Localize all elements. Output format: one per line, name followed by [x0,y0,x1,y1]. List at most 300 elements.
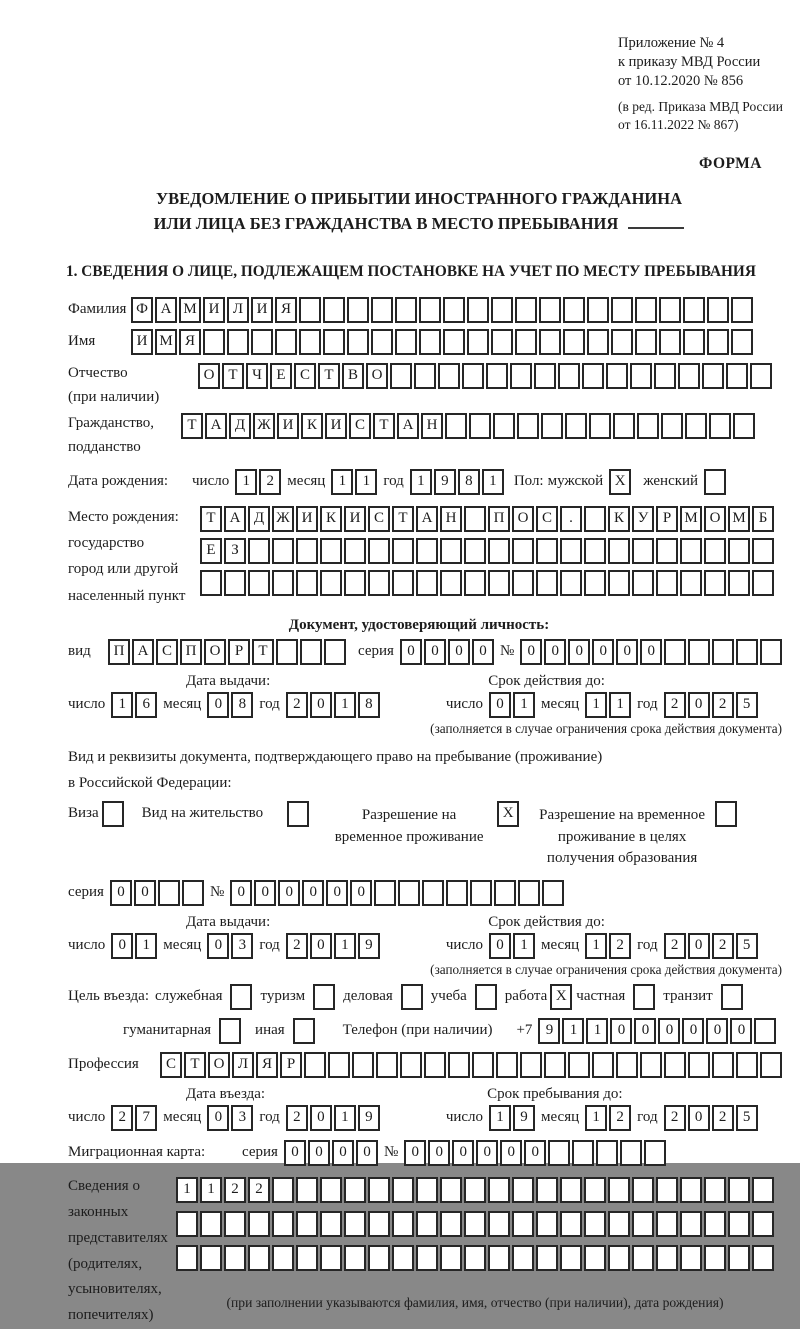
form-cell[interactable]: 0 [452,1140,474,1166]
form-cell[interactable]: 1 [200,1177,222,1203]
form-cell[interactable] [224,1211,246,1237]
form-cell[interactable] [512,1211,534,1237]
form-cell[interactable]: Т [181,413,203,439]
form-cell[interactable]: 0 [448,639,470,665]
form-cell[interactable]: 0 [472,639,494,665]
form-cell[interactable] [440,1177,462,1203]
form-cell[interactable]: А [224,506,246,532]
form-cell[interactable] [227,329,249,355]
form-cell[interactable] [347,297,369,323]
form-cell[interactable] [611,297,633,323]
form-cell[interactable]: 9 [513,1105,535,1131]
form-cell[interactable]: 0 [110,880,132,906]
form-cell[interactable] [443,297,465,323]
form-cell[interactable] [493,413,515,439]
form-cell[interactable]: 0 [706,1018,728,1044]
form-cell[interactable]: 0 [682,1018,704,1044]
form-cell[interactable]: 8 [458,469,480,495]
form-cell[interactable] [448,1052,470,1078]
form-cell[interactable]: 0 [688,1105,710,1131]
form-cell[interactable] [661,413,683,439]
form-cell[interactable]: А [416,506,438,532]
form-cell[interactable] [424,1052,446,1078]
form-cell[interactable] [422,880,444,906]
form-cell[interactable]: 7 [135,1105,157,1131]
form-cell[interactable] [707,297,729,323]
form-cell[interactable]: Я [179,329,201,355]
form-cell[interactable] [616,1052,638,1078]
form-cell[interactable]: П [180,639,202,665]
form-cell[interactable] [606,363,628,389]
form-cell[interactable] [563,329,585,355]
form-cell[interactable] [464,1177,486,1203]
form-cell[interactable]: Д [229,413,251,439]
form-cell[interactable]: П [488,506,510,532]
form-cell[interactable]: 8 [231,692,253,718]
form-cell[interactable] [328,1052,350,1078]
form-cell[interactable]: 0 [610,1018,632,1044]
form-cell[interactable] [656,570,678,596]
form-cell[interactable] [656,1177,678,1203]
form-cell[interactable]: О [512,506,534,532]
form-cell[interactable] [680,570,702,596]
form-cell[interactable] [664,1052,686,1078]
form-cell[interactable] [446,880,468,906]
form-cell[interactable] [371,297,393,323]
form-cell[interactable]: 0 [310,692,332,718]
form-cell[interactable] [560,570,582,596]
form-cell[interactable]: 9 [358,933,380,959]
form-cell[interactable] [733,413,755,439]
form-cell[interactable] [515,297,537,323]
form-cell[interactable] [630,363,652,389]
form-cell[interactable] [572,1140,594,1166]
form-cell[interactable] [584,1211,606,1237]
form-cell[interactable] [296,1245,318,1271]
form-cell[interactable] [440,570,462,596]
form-cell[interactable]: 0 [134,880,156,906]
form-cell[interactable]: Т [252,639,274,665]
form-cell[interactable] [512,538,534,564]
form-cell[interactable] [589,413,611,439]
form-cell[interactable] [491,297,513,323]
form-cell[interactable]: 3 [231,1105,253,1131]
form-cell[interactable] [200,1211,222,1237]
form-cell[interactable]: 0 [310,933,332,959]
form-cell[interactable] [752,1177,774,1203]
form-cell[interactable]: Ж [272,506,294,532]
form-cell[interactable] [683,329,705,355]
form-cell[interactable] [736,1052,758,1078]
form-cell[interactable]: 1 [334,692,356,718]
form-cell[interactable] [584,570,606,596]
form-cell[interactable]: П [108,639,130,665]
form-cell[interactable] [416,1245,438,1271]
form-cell[interactable]: И [251,297,273,323]
gender-male-checkbox[interactable]: X [609,469,631,495]
form-cell[interactable]: О [704,506,726,532]
form-cell[interactable]: И [344,506,366,532]
form-cell[interactable]: Т [184,1052,206,1078]
form-cell[interactable] [488,1211,510,1237]
form-cell[interactable] [344,1245,366,1271]
form-cell[interactable] [275,329,297,355]
form-cell[interactable] [272,1245,294,1271]
form-cell[interactable] [438,363,460,389]
form-cell[interactable] [510,363,532,389]
form-cell[interactable]: 2 [286,1105,308,1131]
form-cell[interactable]: Ф [131,297,153,323]
form-cell[interactable] [392,570,414,596]
form-cell[interactable]: 0 [688,933,710,959]
form-cell[interactable] [392,538,414,564]
form-cell[interactable]: 0 [476,1140,498,1166]
form-cell[interactable]: . [560,506,582,532]
form-cell[interactable]: Т [222,363,244,389]
form-cell[interactable]: 1 [334,933,356,959]
form-cell[interactable]: Б [752,506,774,532]
form-cell[interactable] [323,297,345,323]
purpose-private-checkbox[interactable] [633,984,655,1010]
form-cell[interactable] [224,570,246,596]
form-cell[interactable] [541,413,563,439]
form-cell[interactable] [488,1245,510,1271]
form-cell[interactable]: 0 [730,1018,752,1044]
form-cell[interactable] [728,1211,750,1237]
form-cell[interactable]: Я [275,297,297,323]
form-cell[interactable] [680,538,702,564]
form-cell[interactable] [678,363,700,389]
purpose-tourism-checkbox[interactable] [313,984,335,1010]
form-cell[interactable]: М [680,506,702,532]
form-cell[interactable] [464,506,486,532]
form-cell[interactable]: 1 [111,692,133,718]
form-cell[interactable] [272,1211,294,1237]
form-cell[interactable]: 0 [230,880,252,906]
option-temp-residence-education-checkbox[interactable] [715,801,737,827]
form-cell[interactable]: 1 [585,933,607,959]
form-cell[interactable] [347,329,369,355]
form-cell[interactable] [752,538,774,564]
form-cell[interactable] [568,1052,590,1078]
gender-female-checkbox[interactable] [704,469,726,495]
form-cell[interactable] [644,1140,666,1166]
form-cell[interactable] [656,1211,678,1237]
form-cell[interactable] [752,570,774,596]
form-cell[interactable] [486,363,508,389]
form-cell[interactable] [656,1245,678,1271]
form-cell[interactable]: Л [227,297,249,323]
form-cell[interactable] [656,538,678,564]
form-cell[interactable] [536,538,558,564]
form-cell[interactable]: А [155,297,177,323]
form-cell[interactable] [536,1177,558,1203]
form-cell[interactable]: У [632,506,654,532]
form-cell[interactable] [640,1052,662,1078]
form-cell[interactable]: 0 [326,880,348,906]
form-cell[interactable] [296,1211,318,1237]
form-cell[interactable] [344,1177,366,1203]
form-cell[interactable]: 1 [176,1177,198,1203]
form-cell[interactable] [304,1052,326,1078]
form-cell[interactable]: 0 [428,1140,450,1166]
form-cell[interactable]: 2 [664,1105,686,1131]
form-cell[interactable]: 0 [524,1140,546,1166]
form-cell[interactable] [680,1211,702,1237]
form-cell[interactable]: 0 [616,639,638,665]
form-cell[interactable] [440,1245,462,1271]
form-cell[interactable] [608,1245,630,1271]
form-cell[interactable] [419,329,441,355]
form-cell[interactable] [736,639,758,665]
form-cell[interactable] [707,329,729,355]
form-cell[interactable]: 6 [135,692,157,718]
form-cell[interactable]: 0 [568,639,590,665]
form-cell[interactable] [560,1211,582,1237]
form-cell[interactable] [200,1245,222,1271]
form-cell[interactable] [395,297,417,323]
form-cell[interactable] [400,1052,422,1078]
form-cell[interactable] [548,1140,570,1166]
form-cell[interactable]: 0 [284,1140,306,1166]
form-cell[interactable] [560,1177,582,1203]
form-cell[interactable]: И [131,329,153,355]
form-cell[interactable]: 1 [609,692,631,718]
form-cell[interactable] [443,329,465,355]
form-cell[interactable] [488,538,510,564]
form-cell[interactable] [750,363,772,389]
form-cell[interactable] [536,1245,558,1271]
form-cell[interactable] [464,1245,486,1271]
form-cell[interactable] [518,880,540,906]
purpose-work-checkbox[interactable]: X [550,984,572,1010]
form-cell[interactable]: Р [656,506,678,532]
form-cell[interactable]: 0 [544,639,566,665]
form-cell[interactable]: 2 [712,692,734,718]
form-cell[interactable] [635,297,657,323]
form-cell[interactable]: 1 [585,692,607,718]
form-cell[interactable]: 0 [400,639,422,665]
form-cell[interactable] [272,570,294,596]
form-cell[interactable] [637,413,659,439]
form-cell[interactable] [416,570,438,596]
purpose-business-checkbox[interactable] [401,984,423,1010]
form-cell[interactable] [376,1052,398,1078]
form-cell[interactable] [632,570,654,596]
form-cell[interactable]: 0 [310,1105,332,1131]
form-cell[interactable]: 1 [585,1105,607,1131]
form-cell[interactable] [731,329,753,355]
form-cell[interactable] [472,1052,494,1078]
form-cell[interactable] [611,329,633,355]
form-cell[interactable]: И [325,413,347,439]
form-cell[interactable] [470,880,492,906]
form-cell[interactable] [414,363,436,389]
form-cell[interactable] [534,363,556,389]
form-cell[interactable]: 0 [278,880,300,906]
form-cell[interactable]: 0 [111,933,133,959]
form-cell[interactable] [596,1140,618,1166]
form-cell[interactable] [608,1211,630,1237]
form-cell[interactable] [494,880,516,906]
form-cell[interactable]: 0 [592,639,614,665]
form-cell[interactable] [176,1245,198,1271]
form-cell[interactable] [320,538,342,564]
form-cell[interactable] [324,639,346,665]
form-cell[interactable] [728,1245,750,1271]
form-cell[interactable]: 2 [111,1105,133,1131]
form-cell[interactable] [728,1177,750,1203]
form-cell[interactable]: 0 [207,933,229,959]
form-cell[interactable]: 0 [302,880,324,906]
form-cell[interactable] [587,297,609,323]
form-cell[interactable] [344,538,366,564]
form-cell[interactable] [512,1245,534,1271]
form-cell[interactable] [248,1211,270,1237]
form-cell[interactable]: 2 [224,1177,246,1203]
form-cell[interactable] [726,363,748,389]
form-cell[interactable] [368,538,390,564]
form-cell[interactable]: О [208,1052,230,1078]
form-cell[interactable] [390,363,412,389]
form-cell[interactable]: О [366,363,388,389]
form-cell[interactable] [344,570,366,596]
form-cell[interactable]: С [536,506,558,532]
form-cell[interactable]: 1 [513,933,535,959]
form-cell[interactable] [496,1052,518,1078]
form-cell[interactable]: 2 [712,1105,734,1131]
form-cell[interactable] [224,1245,246,1271]
form-cell[interactable] [467,297,489,323]
form-cell[interactable]: 5 [736,933,758,959]
form-cell[interactable] [440,538,462,564]
form-cell[interactable] [659,297,681,323]
form-cell[interactable] [752,1211,774,1237]
form-cell[interactable]: С [156,639,178,665]
form-cell[interactable]: Ч [246,363,268,389]
form-cell[interactable] [182,880,204,906]
form-cell[interactable] [320,570,342,596]
form-cell[interactable]: К [608,506,630,532]
form-cell[interactable]: 0 [520,639,542,665]
form-cell[interactable]: О [204,639,226,665]
form-cell[interactable] [685,413,707,439]
form-cell[interactable]: Р [280,1052,302,1078]
form-cell[interactable]: А [205,413,227,439]
form-cell[interactable]: 2 [248,1177,270,1203]
form-cell[interactable] [560,1245,582,1271]
form-cell[interactable]: 0 [634,1018,656,1044]
form-cell[interactable] [760,1052,782,1078]
form-cell[interactable]: 5 [736,692,758,718]
form-cell[interactable]: 0 [207,692,229,718]
form-cell[interactable]: Л [232,1052,254,1078]
form-cell[interactable]: 0 [356,1140,378,1166]
form-cell[interactable]: 2 [664,933,686,959]
form-cell[interactable]: Р [228,639,250,665]
form-cell[interactable] [488,570,510,596]
form-cell[interactable] [584,538,606,564]
form-cell[interactable] [512,1177,534,1203]
form-cell[interactable]: 2 [286,933,308,959]
form-cell[interactable]: 2 [259,469,281,495]
form-cell[interactable]: 1 [586,1018,608,1044]
form-cell[interactable]: 0 [254,880,276,906]
form-cell[interactable]: 1 [334,1105,356,1131]
form-cell[interactable] [445,413,467,439]
option-visa-checkbox[interactable] [102,801,124,827]
form-cell[interactable] [296,538,318,564]
form-cell[interactable] [368,570,390,596]
form-cell[interactable] [632,1211,654,1237]
form-cell[interactable] [272,538,294,564]
form-cell[interactable] [371,329,393,355]
form-cell[interactable] [488,1177,510,1203]
form-cell[interactable] [620,1140,642,1166]
form-cell[interactable] [702,363,724,389]
form-cell[interactable] [299,297,321,323]
form-cell[interactable] [544,1052,566,1078]
form-cell[interactable] [392,1211,414,1237]
form-cell[interactable]: 9 [434,469,456,495]
form-cell[interactable]: С [160,1052,182,1078]
form-cell[interactable] [632,1177,654,1203]
form-cell[interactable]: 0 [489,933,511,959]
form-cell[interactable]: О [198,363,220,389]
form-cell[interactable]: Т [392,506,414,532]
form-cell[interactable] [592,1052,614,1078]
form-cell[interactable] [176,1211,198,1237]
form-cell[interactable] [320,1245,342,1271]
form-cell[interactable]: Н [440,506,462,532]
form-cell[interactable]: 1 [562,1018,584,1044]
form-cell[interactable]: 0 [424,639,446,665]
form-cell[interactable]: 1 [135,933,157,959]
form-cell[interactable] [512,570,534,596]
form-cell[interactable] [582,363,604,389]
form-cell[interactable]: К [320,506,342,532]
form-cell[interactable]: С [294,363,316,389]
form-cell[interactable] [754,1018,776,1044]
form-cell[interactable] [704,1245,726,1271]
purpose-humanitarian-checkbox[interactable] [219,1018,241,1044]
form-cell[interactable]: 1 [235,469,257,495]
form-cell[interactable] [462,363,484,389]
form-cell[interactable] [654,363,676,389]
form-cell[interactable] [467,329,489,355]
form-cell[interactable]: 2 [286,692,308,718]
form-cell[interactable] [635,329,657,355]
form-cell[interactable] [515,329,537,355]
form-cell[interactable]: 0 [308,1140,330,1166]
form-cell[interactable] [276,639,298,665]
form-cell[interactable] [392,1177,414,1203]
form-cell[interactable] [587,329,609,355]
form-cell[interactable]: 1 [482,469,504,495]
form-cell[interactable]: К [301,413,323,439]
form-cell[interactable] [368,1211,390,1237]
form-cell[interactable]: 2 [609,1105,631,1131]
form-cell[interactable] [632,538,654,564]
form-cell[interactable] [296,570,318,596]
form-cell[interactable] [659,329,681,355]
form-cell[interactable] [464,538,486,564]
form-cell[interactable] [704,1211,726,1237]
form-cell[interactable]: 9 [538,1018,560,1044]
form-cell[interactable]: Т [200,506,222,532]
form-cell[interactable] [704,538,726,564]
form-cell[interactable] [323,329,345,355]
